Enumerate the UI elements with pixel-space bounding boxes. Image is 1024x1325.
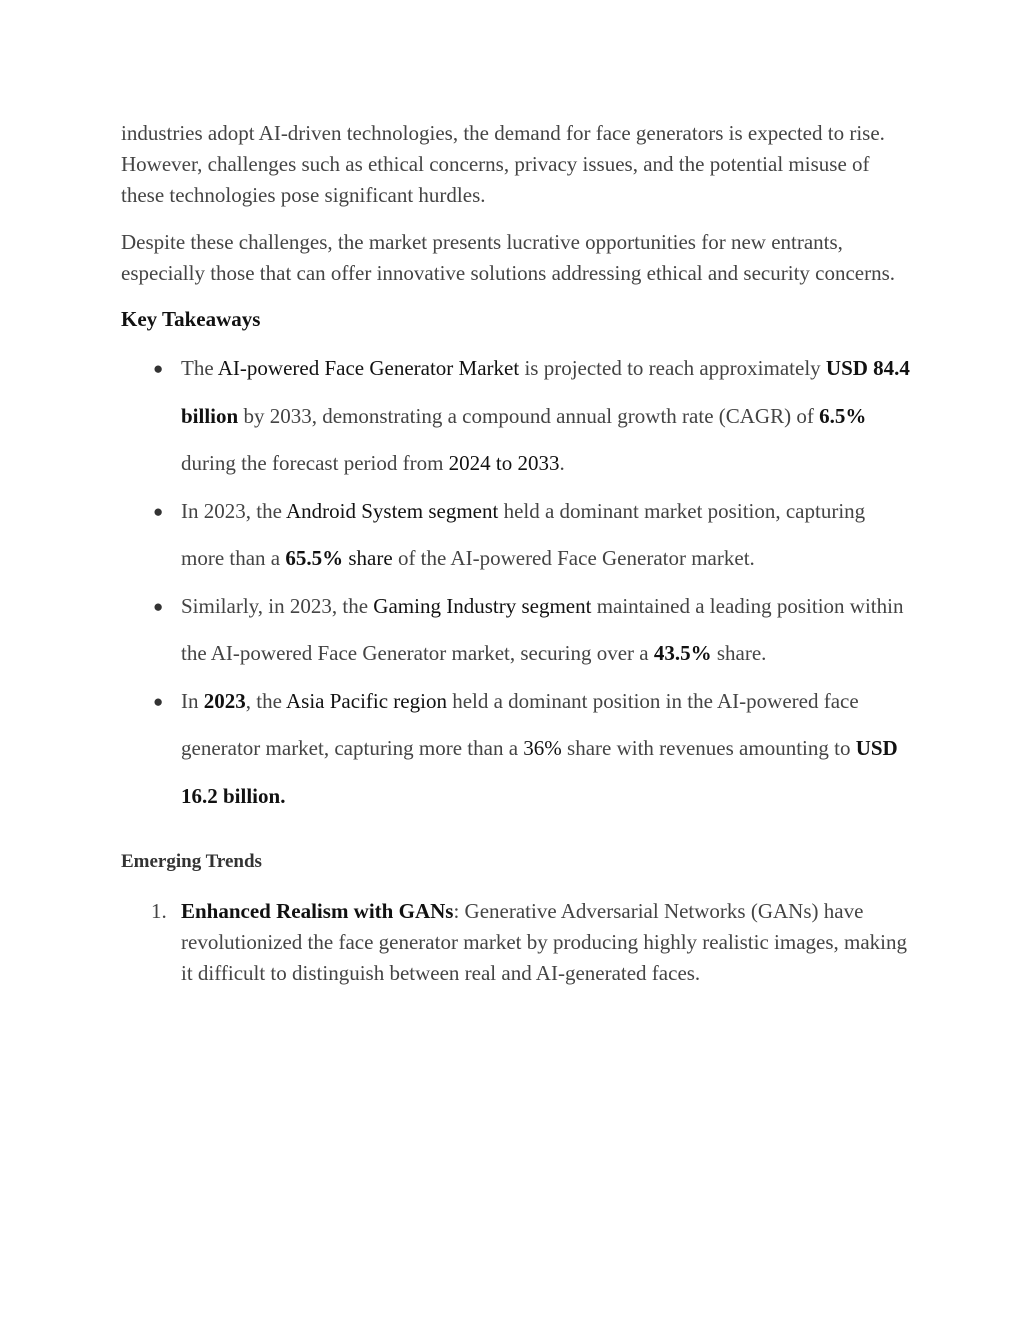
- bullet-icon: ●: [153, 596, 164, 616]
- list-item: ● The AI-powered Face Generator Market is projected to reach approximately USD 84.4 billion by 2033, demonstrating a compound annual growth rate (CAGR) of 6.5% during the forecast period from 2024 to 2033.: [121, 345, 911, 488]
- list-item: ● In 2023, the Asia Pacific region held a dominant position in the AI-powered face generator market, capturing more than a 36% share with revenues amounting to USD 16.2 billion.: [121, 678, 911, 821]
- emerging-trends-heading: Emerging Trends: [121, 851, 262, 872]
- bullet-icon: ●: [153, 501, 164, 521]
- intro-paragraph-2: Despite these challenges, the market presents lucrative opportunities for new entrants, especially those that can offer innovative solutions addressing ethical and security concerns.: [121, 230, 896, 285]
- trend-title: Enhanced Realism with GANs: [181, 899, 454, 923]
- list-item: [121, 896, 911, 989]
- list-number: 1.: [151, 899, 167, 923]
- list-item: ● Similarly, in 2023, the Gaming Industry segment maintained a leading position within the AI-powered Face Generator market, securing over a 43.5% share.: [121, 583, 911, 678]
- emerging-trends-list: [121, 896, 911, 989]
- key-takeaways-heading: Key Takeaways: [121, 307, 261, 331]
- list-item: ● In 2023, the Android System segment held a dominant market position, capturing more than a 65.5% share of the AI-powered Face Generator market.: [121, 488, 911, 583]
- intro-paragraph-1: industries adopt AI-driven technologies, the demand for face generators is expected to rise. However, challenges such as ethical concerns, privacy issues, and the potential misuse of these technologies pose significant hurdles.: [121, 121, 885, 207]
- key-takeaways-list: [121, 345, 911, 820]
- bullet-icon: ●: [153, 359, 164, 378]
- bullet-icon: ●: [153, 691, 164, 711]
- trend-text: : Generative Adversarial Networks (GANs) have revolutionized the face generator market by producing highly realistic images, making it difficult to distinguish between real and AI-generated faces.: [181, 899, 907, 985]
- document-page: [121, 118, 911, 989]
